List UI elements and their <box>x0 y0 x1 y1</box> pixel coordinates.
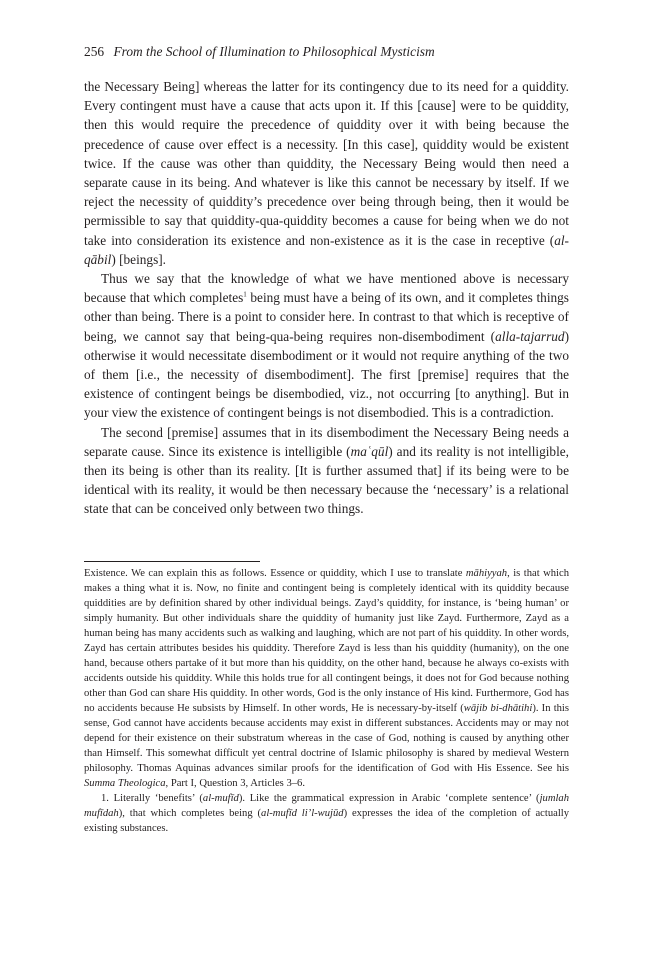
footnote-separator <box>84 561 260 562</box>
running-head <box>84 43 568 61</box>
paragraph-3: The second [premise] assumes that in its disembodiment the Necessary Being needs a separate cause. Since its existence is intelligible (maʿqūl) and its reality is not intelligible, then its being is other than its reality. [It is further assumed that] if its being were to be identical with its reality, it would be then necessary because the ‘necessary’ is a relational state that can be conceived only between two things. <box>84 424 569 517</box>
paragraph-1: the Necessary Being] whereas the latter for its contingency due to its need for a quiddity. Every contingent must have a cause that acts upon it. If this [cause] were to be quiddity, then this would require the precedence of quiddity over it with being because the precedence of cause over effect is a necessity. [In this case], quiddity would be existent twice. If the cause was other than quiddity, the Necessary Being would then need a separate cause in its being. And whatever is like this cannot be necessary by itself. If we reject the necessity of quiddity’s precedence over being through being, then it would be permissible to say that quiddity-qua-quiddity becomes a cause for being when we do not take into consideration its existence and non-existence as it is the case in receptive (al-qābil) [beings]. <box>84 79 569 267</box>
footnote-1: 1. Literally ‘benefits’ (al-mufīd). Like the grammatical expression in Arabic ‘complete sentence’ (jumlah mufīdah), that which completes being (al-mufīd li’l-wujūd) expresses the idea of the completion of actually existing substances. <box>84 793 570 834</box>
paragraph-2: Thus we say that the knowledge of what we have mentioned above is necessary because that which completes$^1$ being must have a being of its own, and it completes things other than being. There is a point to consider here. In contrast to that which is receptive of being, we cannot say that being-qua-being requires non-disembodiment (alla-tajarrud) otherwise it would necessitate disembodiment or it would not require anything of the two of them [i.e., the necessity of disembodiment]. The first [premise] requires that the existence of contingent beings be disembodied, viz., not occurring [to anything]. But in your view the existence of contingent beings is not disembodied. This is a contradiction. <box>84 271 569 421</box>
footnote-ref[interactable]: 1 <box>243 290 247 299</box>
main-text <box>84 77 569 519</box>
footnotes <box>84 566 569 836</box>
arabic-term: al-qābil <box>84 232 569 267</box>
arabic-term: maʿqūl <box>350 443 389 459</box>
page-number: 256 <box>84 44 105 59</box>
running-title: From the School of Illumination to Philosophical Mysticism <box>113 44 435 59</box>
footnote-continuation: Existence. We can explain this as follows. Essence or quiddity, which I use to translate māhiyyah, is that which makes a thing what it is. Now, no finite and contingent being is completely identical with its quiddity because quiddities are by definition shared by other individual beings. Zayd’s quiddity, for instance, is ‘being human’ or simply humanity. But other individuals share the quiddity of humanity just like Zayd. Furthermore, Zayd as a human being has many accidents such as walking and laughing, which are not part of his quiddity. In other words, Zayd has certain attributes besides his quiddity. Therefore Zayd is less than his quiddity (humanity), on the one hand, because others partake of it but more than his quiddity, on the other hand, because he always co-exists with accidents outside his quiddity. While this holds true for all contingent beings, it does not for God because nothing other than God can share His quiddity. In other words, God is the only instance of His kind. Furthermore, God has no accidents because He subsists by Himself. In other words, He is necessary-by-itself (wājib bi-dhātihi). In this sense, God cannot have accidents because accidents may exist in different substances. Accidents may or may not depend for their existence on their substratum whereas in the case of God, nothing is caused by anything other than Himself. This somewhat difficult yet central doctrine of Islamic philosophy is shared by medieval Western philosophy. Thomas Aquinas advances similar proofs for the identification of God with His Essence. See his Summa Theologica, Part I, Question 3, Articles 3–6. <box>84 568 569 789</box>
arabic-term: alla-tajarrud <box>495 328 565 344</box>
footnote-number: 1. <box>101 793 109 804</box>
